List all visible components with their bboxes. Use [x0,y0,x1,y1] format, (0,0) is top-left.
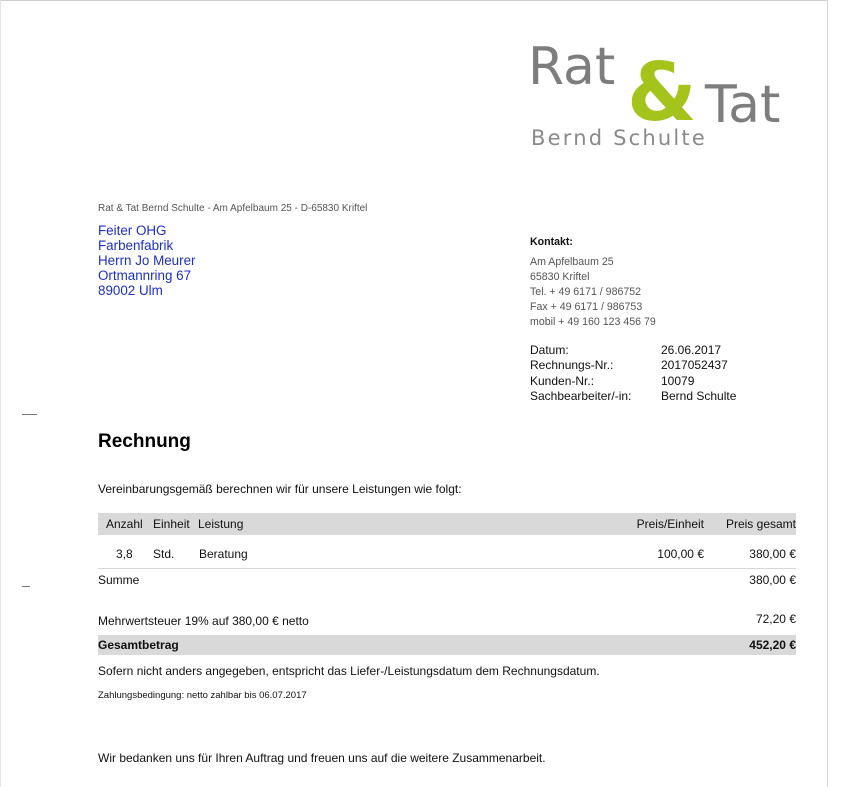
intro-text: Vereinbarungsgemäß berechnen wir für unsere Leistungen wie folgt: [98,482,462,496]
logo-text-rat: Rat [528,37,616,97]
header-preis-gesamt: Preis gesamt [725,517,796,531]
total-value: 452,20 € [749,638,796,652]
closing-text: Wir bedanken uns für Ihren Auftrag und freuen uns auf die weitere Zusammenarbeit. [98,751,546,765]
recipient-line: 89002 Ulm [98,283,163,298]
contact-line: Fax + 49 6171 / 986753 [530,301,643,313]
logo-ampersand: & [627,46,697,131]
contact-line: 65830 Kriftel [530,271,590,283]
tax-value: 72,20 € [755,612,796,626]
recipient-address [98,223,195,298]
meta-row-invoice-number [530,358,736,373]
cell-einheit: Std. [153,547,175,561]
table-row [98,535,796,569]
recipient-line: Feiter OHG [98,223,167,238]
sum-label: Summe [98,573,140,587]
recipient-line: Herrn Jo Meurer [98,253,196,268]
total-row [98,635,796,655]
contact-line: Tel. + 49 6171 / 986752 [530,286,642,298]
meta-value: Bernd Schulte [661,388,737,403]
contact-block [530,235,656,330]
header-leistung: Leistung [198,517,244,531]
meta-value: 10079 [661,373,695,388]
meta-label: Kunden-Nr.: [530,373,595,388]
contact-line: Am Apfelbaum 25 [530,256,614,268]
header-einheit: Einheit [153,517,190,531]
company-logo [528,36,808,161]
contact-heading: Kontakt: [530,236,573,248]
recipient-line: Ortmannring 67 [98,268,192,283]
cell-preis-gesamt: 380,00 € [749,547,796,561]
payment-terms: Zahlungsbedingung: netto zahlbar bis 06.07.2017 [98,690,307,701]
logo-text-tat: Tat [705,75,781,131]
document-title: Rechnung [98,431,191,452]
header-anzahl: Anzahl [106,517,143,531]
cell-preis-einheit: 100,00 € [657,547,704,561]
meta-row-date [530,343,736,358]
meta-label: Sachbearbeiter/-in: [530,388,632,403]
cell-anzahl: 3,8 [116,547,133,561]
cell-leistung: Beratung [199,547,248,561]
tax-label: Mehrwertsteuer 19% auf 380,00 € netto [98,614,309,628]
sum-row [98,568,796,592]
sender-address-line: Rat & Tat Bernd Schulte - Am Apfelbaum 25 - D-65830 Kriftel [98,203,368,214]
meta-label: Datum: [530,343,569,357]
recipient-line: Farbenfabrik [98,238,174,253]
contact-line: mobil + 49 160 123 456 79 [530,316,656,328]
meta-row-customer-number [530,374,736,389]
page-border-right [827,0,828,787]
meta-value: 2017052437 [661,358,728,373]
fold-mark [22,414,37,415]
punch-mark [22,586,30,587]
header-preis-einheit: Preis/Einheit [636,517,704,531]
logo-subtitle: Bernd Schulte [531,126,707,150]
meta-label: Rechnungs-Nr.: [530,358,614,373]
tax-row [98,606,796,632]
page-border-top [0,0,828,1]
page-border-left [0,0,1,787]
meta-row-clerk [530,389,736,404]
total-label: Gesamtbetrag [98,638,179,652]
delivery-date-note: Sofern nicht anders angegeben, entspricht das Liefer-/Leistungsdatum dem Rechnungsdatum. [98,664,600,678]
invoice-meta [530,343,736,404]
sum-value: 380,00 € [749,573,796,587]
table-header [98,513,796,535]
meta-value: 26.06.2017 [661,343,722,357]
